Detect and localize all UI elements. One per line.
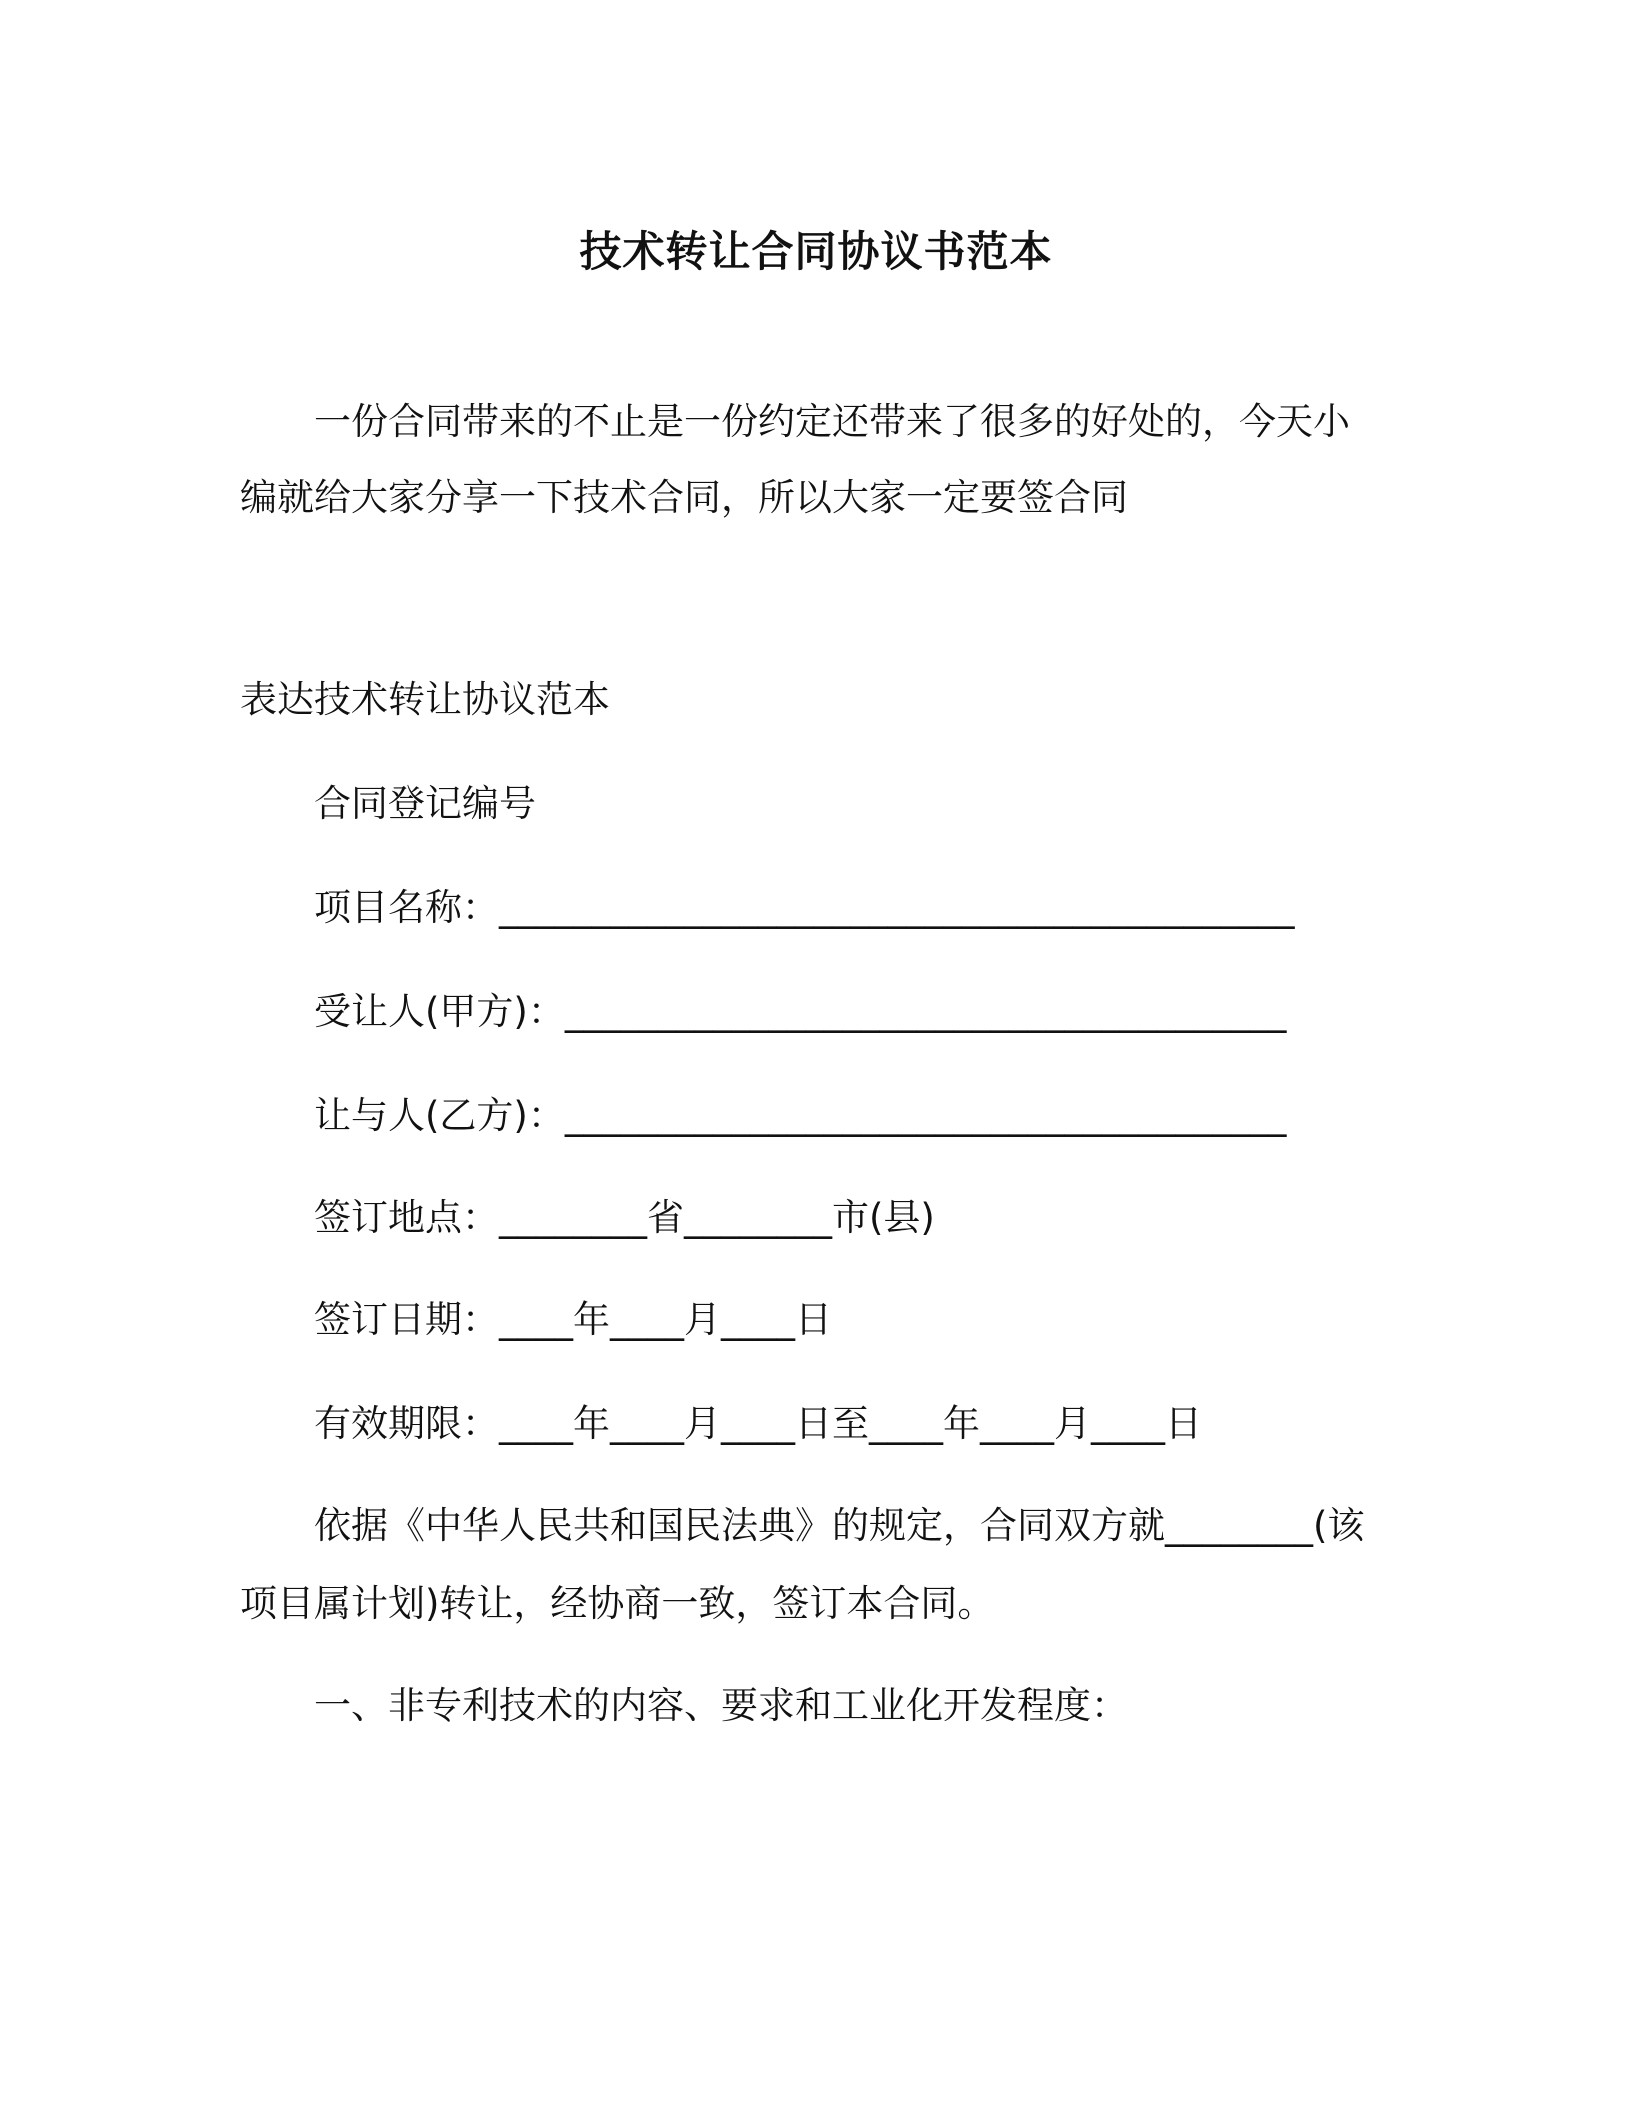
clause-1-heading: 一、非专利技术的内容、要求和工业化开发程度：: [314, 1684, 1128, 1727]
intro-paragraph-line-2: 编就给大家分享一下技术合同，所以大家一定要签合同: [240, 476, 1128, 519]
contract-registration-number: 合同登记编号: [314, 782, 536, 825]
validity-period-field: 有效期限：____年____月____日至____年____月____日: [314, 1402, 1202, 1445]
intro-paragraph-line-1: 一份合同带来的不止是一份约定还带来了很多的好处的，今天小: [314, 400, 1350, 443]
signing-date-field: 签订日期：____年____月____日: [314, 1298, 832, 1341]
signing-place-field: 签订地点：________省________市(县): [314, 1196, 935, 1239]
party-b-field: 让与人(乙方)：_______________________________________: [314, 1094, 1287, 1137]
party-a-field: 受让人(甲方)：_______________________________________: [314, 990, 1287, 1033]
legal-basis-line-1: 依据《中华人民共和国民法典》的规定，合同双方就________(该: [314, 1504, 1365, 1547]
section-heading: 表达技术转让协议范本: [240, 678, 610, 721]
legal-basis-line-2: 项目属计划)转让，经协商一致，签订本合同。: [240, 1582, 995, 1625]
document-title: 技术转让合同协议书范本: [579, 227, 1053, 276]
project-name-field: 项目名称：___________________________________________: [314, 886, 1295, 929]
